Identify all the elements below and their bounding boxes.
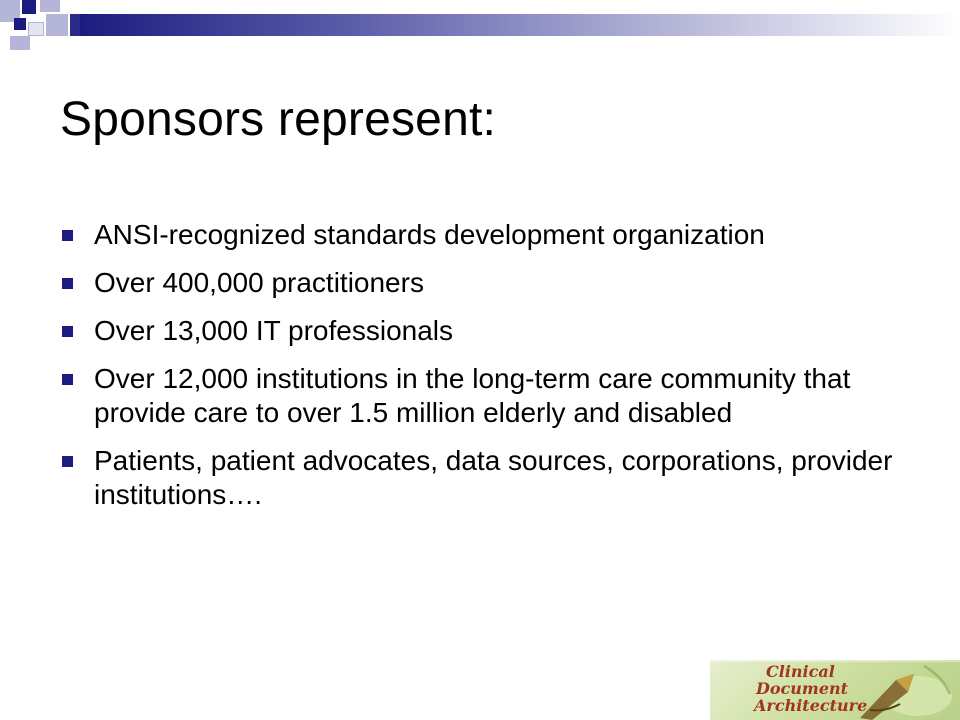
decor-square (70, 14, 80, 36)
logo-line: Clinical (766, 662, 835, 681)
bullet-item (62, 444, 922, 512)
bullet-text: Over 12,000 institutions in the long-term care community that provide care to over 1.5 million elderly and disabled (94, 363, 851, 428)
logo-line: Document (756, 679, 849, 698)
bullet-item (62, 218, 922, 252)
logo-wordmark (754, 663, 867, 714)
square-bullet-icon (62, 230, 73, 241)
square-bullet-icon (62, 456, 73, 467)
decor-square (14, 18, 26, 30)
cda-logo (710, 660, 960, 720)
bullet-list (62, 218, 922, 526)
decor-square (22, 0, 36, 14)
bullet-text: ANSI-recognized standards development organization (94, 219, 765, 250)
header-gradient-bar (80, 14, 960, 36)
bullet-text: Over 400,000 practitioners (94, 267, 424, 298)
decor-square (28, 22, 44, 36)
square-bullet-icon (62, 326, 73, 337)
decor-square (46, 14, 68, 36)
bullet-text: Over 13,000 IT professionals (94, 315, 454, 346)
header-decoration (0, 0, 960, 50)
square-bullet-icon (62, 374, 73, 385)
bullet-item (62, 266, 922, 300)
bullet-text: Patients, patient advocates, data sources, corporations, provider institutions…. (94, 445, 893, 510)
square-bullet-icon (62, 278, 73, 289)
bullet-item (62, 362, 922, 430)
decor-square (10, 36, 30, 50)
slide-title: Sponsors represent: (60, 93, 497, 146)
logo-line: Architecture (754, 696, 868, 715)
bullet-item (62, 314, 922, 348)
decor-square (40, 0, 60, 12)
